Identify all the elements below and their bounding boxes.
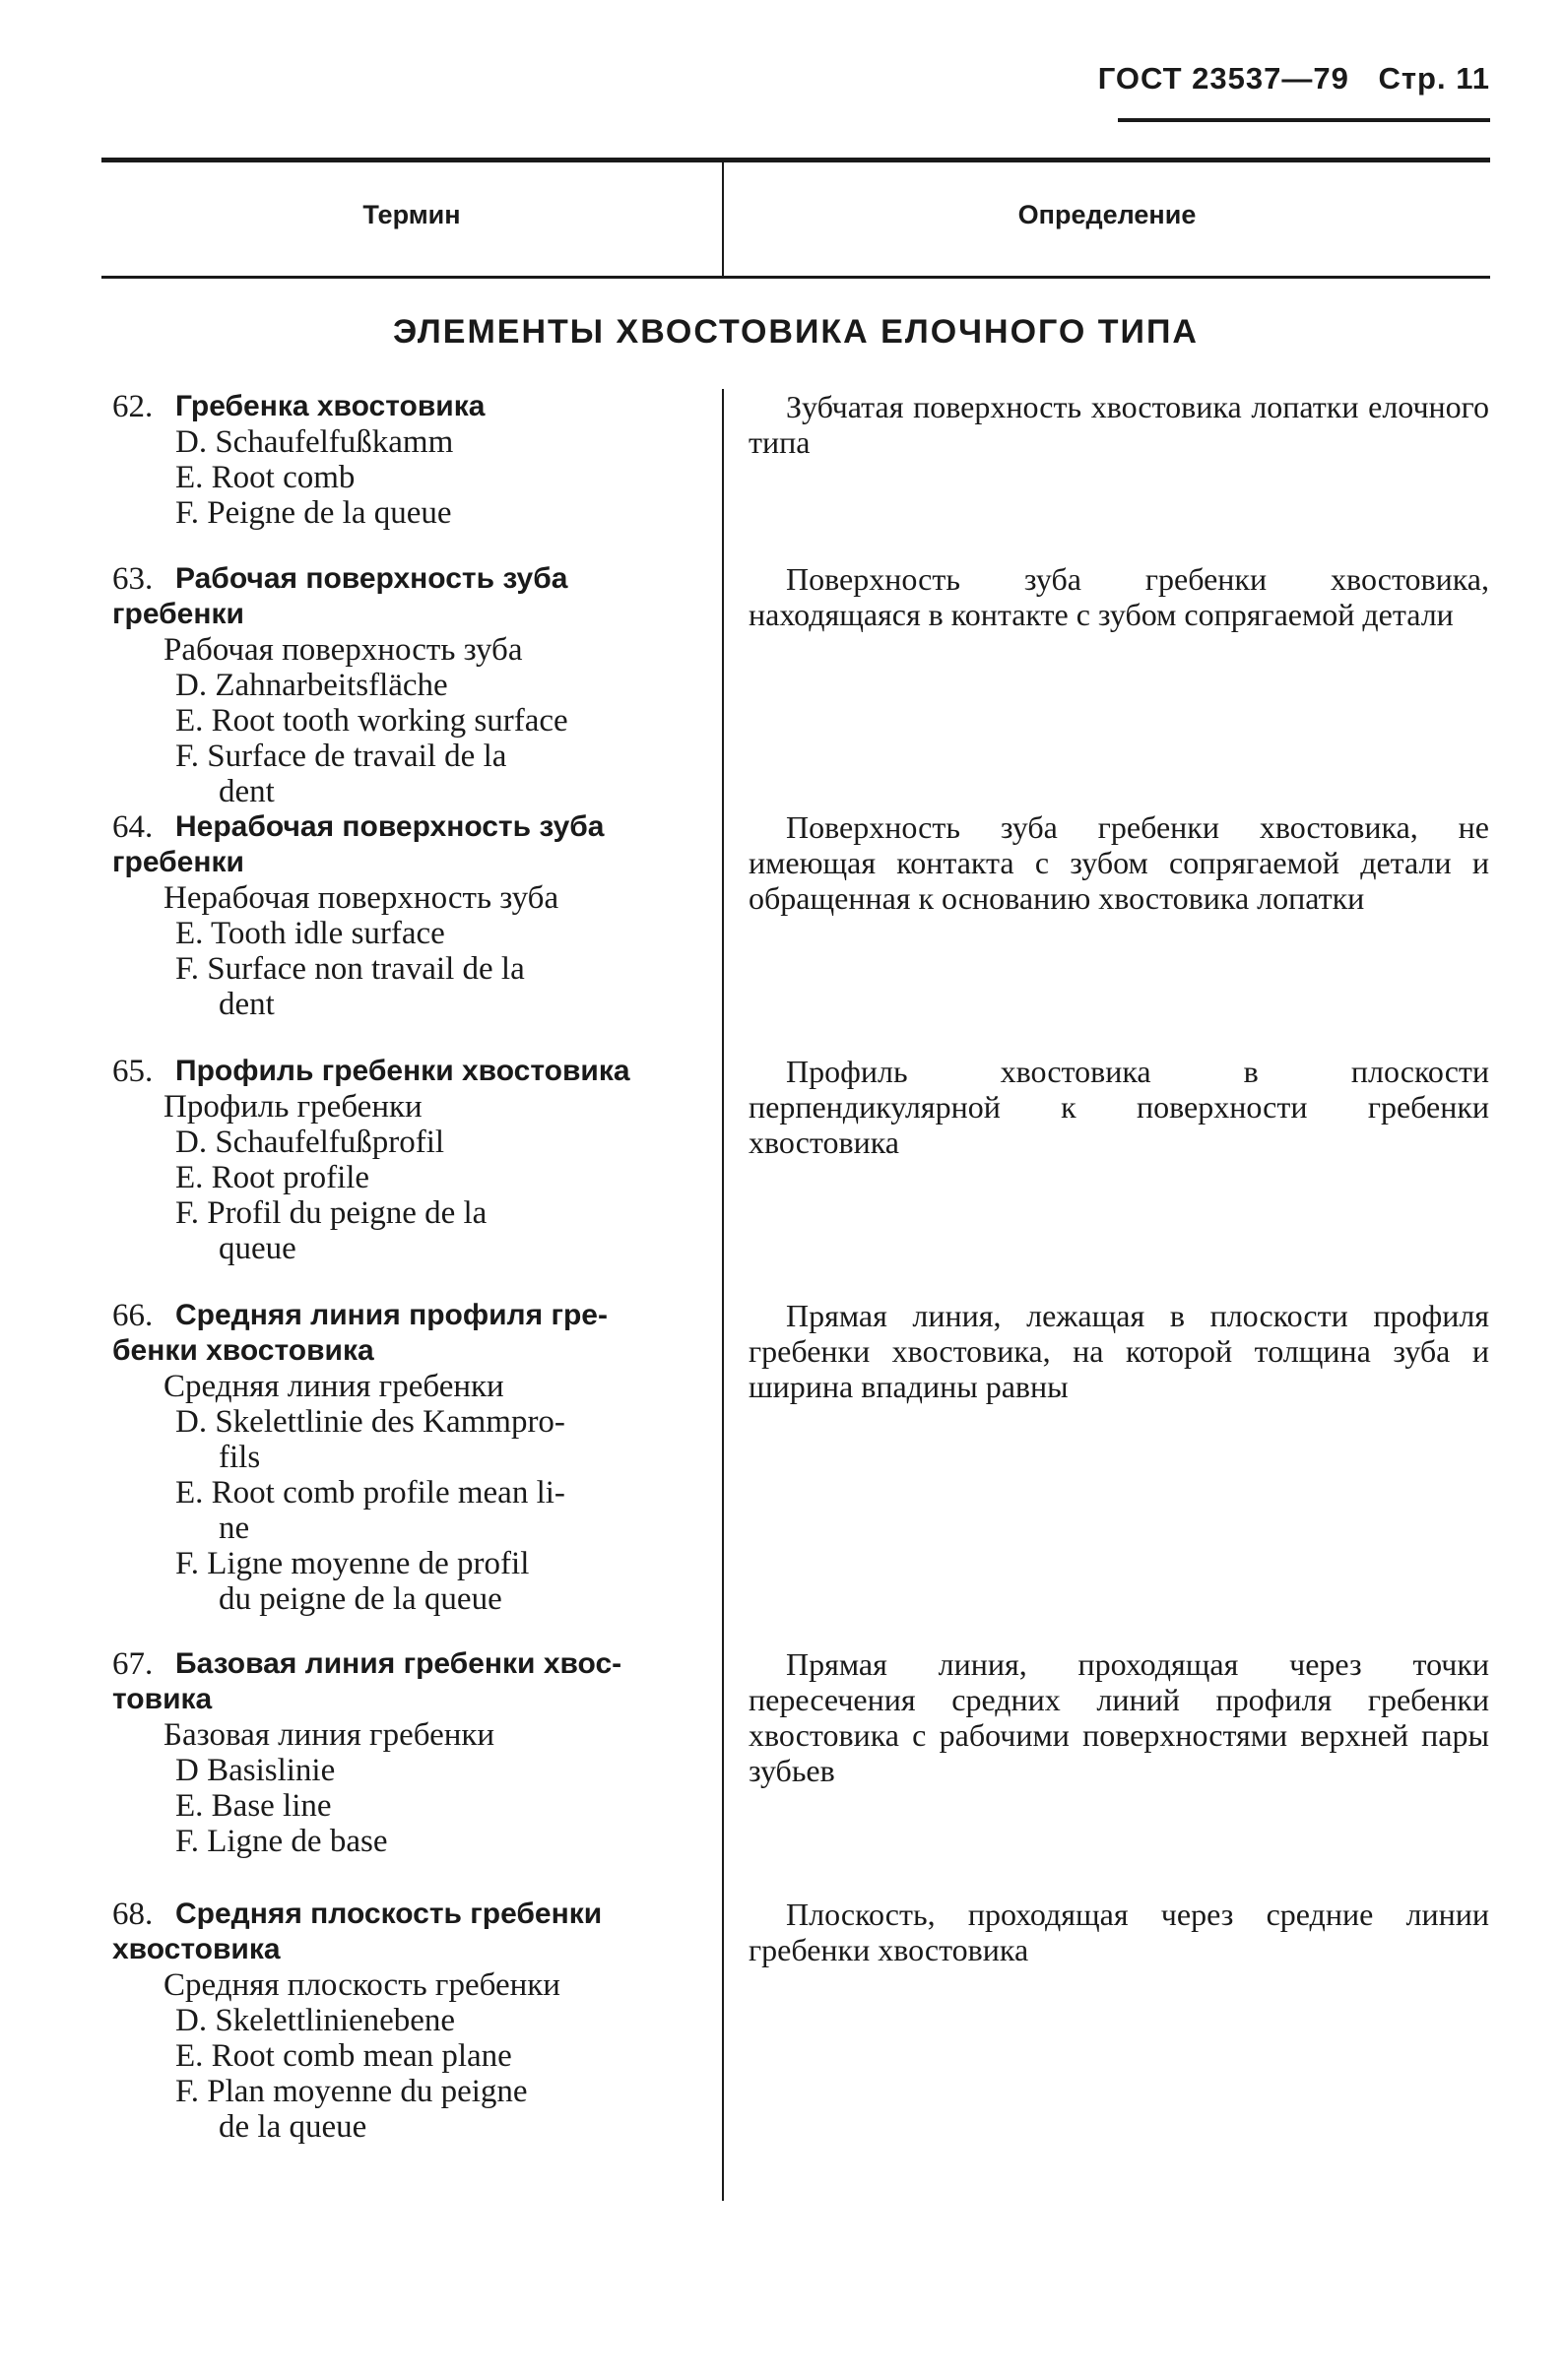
- definition-cell: [749, 561, 1489, 632]
- standard-number: ГОСТ 23537—79: [1097, 61, 1349, 96]
- entry-number: 68.: [112, 1897, 154, 1932]
- term-cell: [112, 1646, 693, 1859]
- header-underline: [1118, 118, 1490, 122]
- column-header-definition: Определение: [1017, 200, 1197, 229]
- page-header: [1098, 61, 1490, 96]
- definition-text: Поверхность зуба гребенки хвостовика, находящаяся в контакте с зубом сопрягаемой детали: [749, 561, 1489, 632]
- page-number: Стр. 11: [1378, 61, 1490, 96]
- term-title: Нерабочая поверхность зуба: [175, 810, 605, 843]
- term-cell: [112, 1897, 693, 2145]
- definition-cell: [749, 1298, 1489, 1404]
- term-synonym: Базовая линия гребенки: [163, 1717, 495, 1753]
- definition-cell: [749, 809, 1489, 916]
- term-cell: [112, 389, 693, 531]
- foreign-equivalent: D. Skelettlinie des Kammpro-: [175, 1404, 565, 1440]
- term-title: гребенки: [112, 598, 244, 630]
- term-title: Средняя линия профиля гре-: [175, 1299, 608, 1331]
- term-title: гребенки: [112, 846, 244, 878]
- entry-number: 64.: [112, 809, 154, 845]
- term-synonym: Рабочая поверхность зуба: [163, 632, 523, 668]
- entry-number: 66.: [112, 1298, 154, 1333]
- foreign-equivalent: D. Zahnarbeitsfläche: [175, 668, 448, 703]
- entry-number: 63.: [112, 561, 154, 597]
- foreign-equivalent: E. Root profile: [175, 1160, 370, 1195]
- foreign-equivalent: D Basislinie: [175, 1753, 336, 1788]
- foreign-equivalent: D. Schaufelfußkamm: [175, 424, 454, 460]
- term-synonym: Профиль гребенки: [163, 1089, 423, 1125]
- foreign-equivalent: dent: [219, 774, 275, 809]
- foreign-equivalent: E. Root comb: [175, 460, 356, 495]
- definition-cell: [749, 1897, 1489, 1967]
- term-synonym: Средняя линия гребенки: [163, 1369, 504, 1404]
- term-cell: [112, 1054, 693, 1266]
- definition-text: Зубчатая поверхность хвостовика лопатки елочного типа: [749, 389, 1489, 460]
- foreign-equivalent: F. Profil du peigne de la: [175, 1195, 488, 1231]
- table-header-rule: [101, 276, 1490, 279]
- foreign-equivalent: F. Ligne moyenne de profil: [175, 1546, 530, 1581]
- term-cell: [112, 1298, 693, 1617]
- term-title: Базовая линия гребенки хвос-: [175, 1647, 622, 1680]
- foreign-equivalent: F. Ligne de base: [175, 1824, 388, 1859]
- term-synonym: Нерабочая поверхность зуба: [163, 880, 559, 916]
- foreign-equivalent: queue: [219, 1231, 296, 1266]
- entry-number: 65.: [112, 1054, 154, 1089]
- foreign-equivalent: F. Surface de travail de la: [175, 739, 507, 774]
- definition-cell: [749, 1054, 1489, 1160]
- foreign-equivalent: du peigne de la queue: [219, 1581, 502, 1617]
- foreign-equivalent: E. Base line: [175, 1788, 332, 1824]
- column-header-term: Термин: [362, 200, 461, 229]
- foreign-equivalent: ne: [219, 1511, 250, 1546]
- definition-text: Прямая линия, проходящая через точки пересечения средних линий профиля гребенки хвостовика с рабочими поверхностями верхней пары зубьев: [749, 1646, 1489, 1788]
- foreign-equivalent: D. Schaufelfußprofil: [175, 1125, 445, 1160]
- definition-text: Поверхность зуба гребенки хвостовика, не имеющая контакта с зубом сопрягаемой детали и обращенная к основанию хвостовика лопатки: [749, 809, 1489, 916]
- foreign-equivalent: F. Peigne de la queue: [175, 495, 452, 531]
- foreign-equivalent: E. Root comb profile mean li-: [175, 1475, 565, 1511]
- foreign-equivalent: de la queue: [219, 2109, 367, 2145]
- term-synonym: Средняя плоскость гребенки: [163, 1967, 560, 2003]
- term-title: Средняя плоскость гребенки: [175, 1898, 603, 1930]
- foreign-equivalent: E. Tooth idle surface: [175, 916, 445, 951]
- term-title: бенки хвостовика: [112, 1334, 374, 1367]
- term-title: Рабочая поверхность зуба: [175, 562, 568, 595]
- column-divider: [722, 389, 724, 2201]
- foreign-equivalent: fils: [219, 1440, 261, 1475]
- definition-text: Прямая линия, лежащая в плоскости профиля гребенки хвостовика, на которой толщина зуба и ширина впадины равны: [749, 1298, 1489, 1404]
- definition-cell: [749, 389, 1489, 460]
- term-title: Профиль гребенки хвостовика: [175, 1055, 630, 1087]
- term-title: хвостовика: [112, 1933, 281, 1965]
- foreign-equivalent: F. Surface non travail de la: [175, 951, 525, 987]
- term-title: товика: [112, 1683, 213, 1715]
- term-cell: [112, 809, 693, 1022]
- definition-text: Плоскость, проходящая через средние линии гребенки хвостовика: [749, 1897, 1489, 1967]
- section-title: ЭЛЕМЕНТЫ ХВОСТОВИКА ЕЛОЧНОГО ТИПА: [393, 313, 1199, 351]
- foreign-equivalent: F. Plan moyenne du peigne: [175, 2074, 528, 2109]
- foreign-equivalent: D. Skelettlinienebene: [175, 2003, 456, 2038]
- definition-text: Профиль хвостовика в плоскости перпендикулярной к поверхности гребенки хвостовика: [749, 1054, 1489, 1160]
- entry-number: 67.: [112, 1646, 154, 1682]
- entry-number: 62.: [112, 389, 154, 424]
- term-cell: [112, 561, 693, 809]
- foreign-equivalent: dent: [219, 987, 275, 1022]
- foreign-equivalent: E. Root tooth working surface: [175, 703, 568, 739]
- foreign-equivalent: E. Root comb mean plane: [175, 2038, 512, 2074]
- definition-cell: [749, 1646, 1489, 1788]
- term-title: Гребенка хвостовика: [175, 390, 486, 422]
- table-top-rule: [101, 158, 1490, 162]
